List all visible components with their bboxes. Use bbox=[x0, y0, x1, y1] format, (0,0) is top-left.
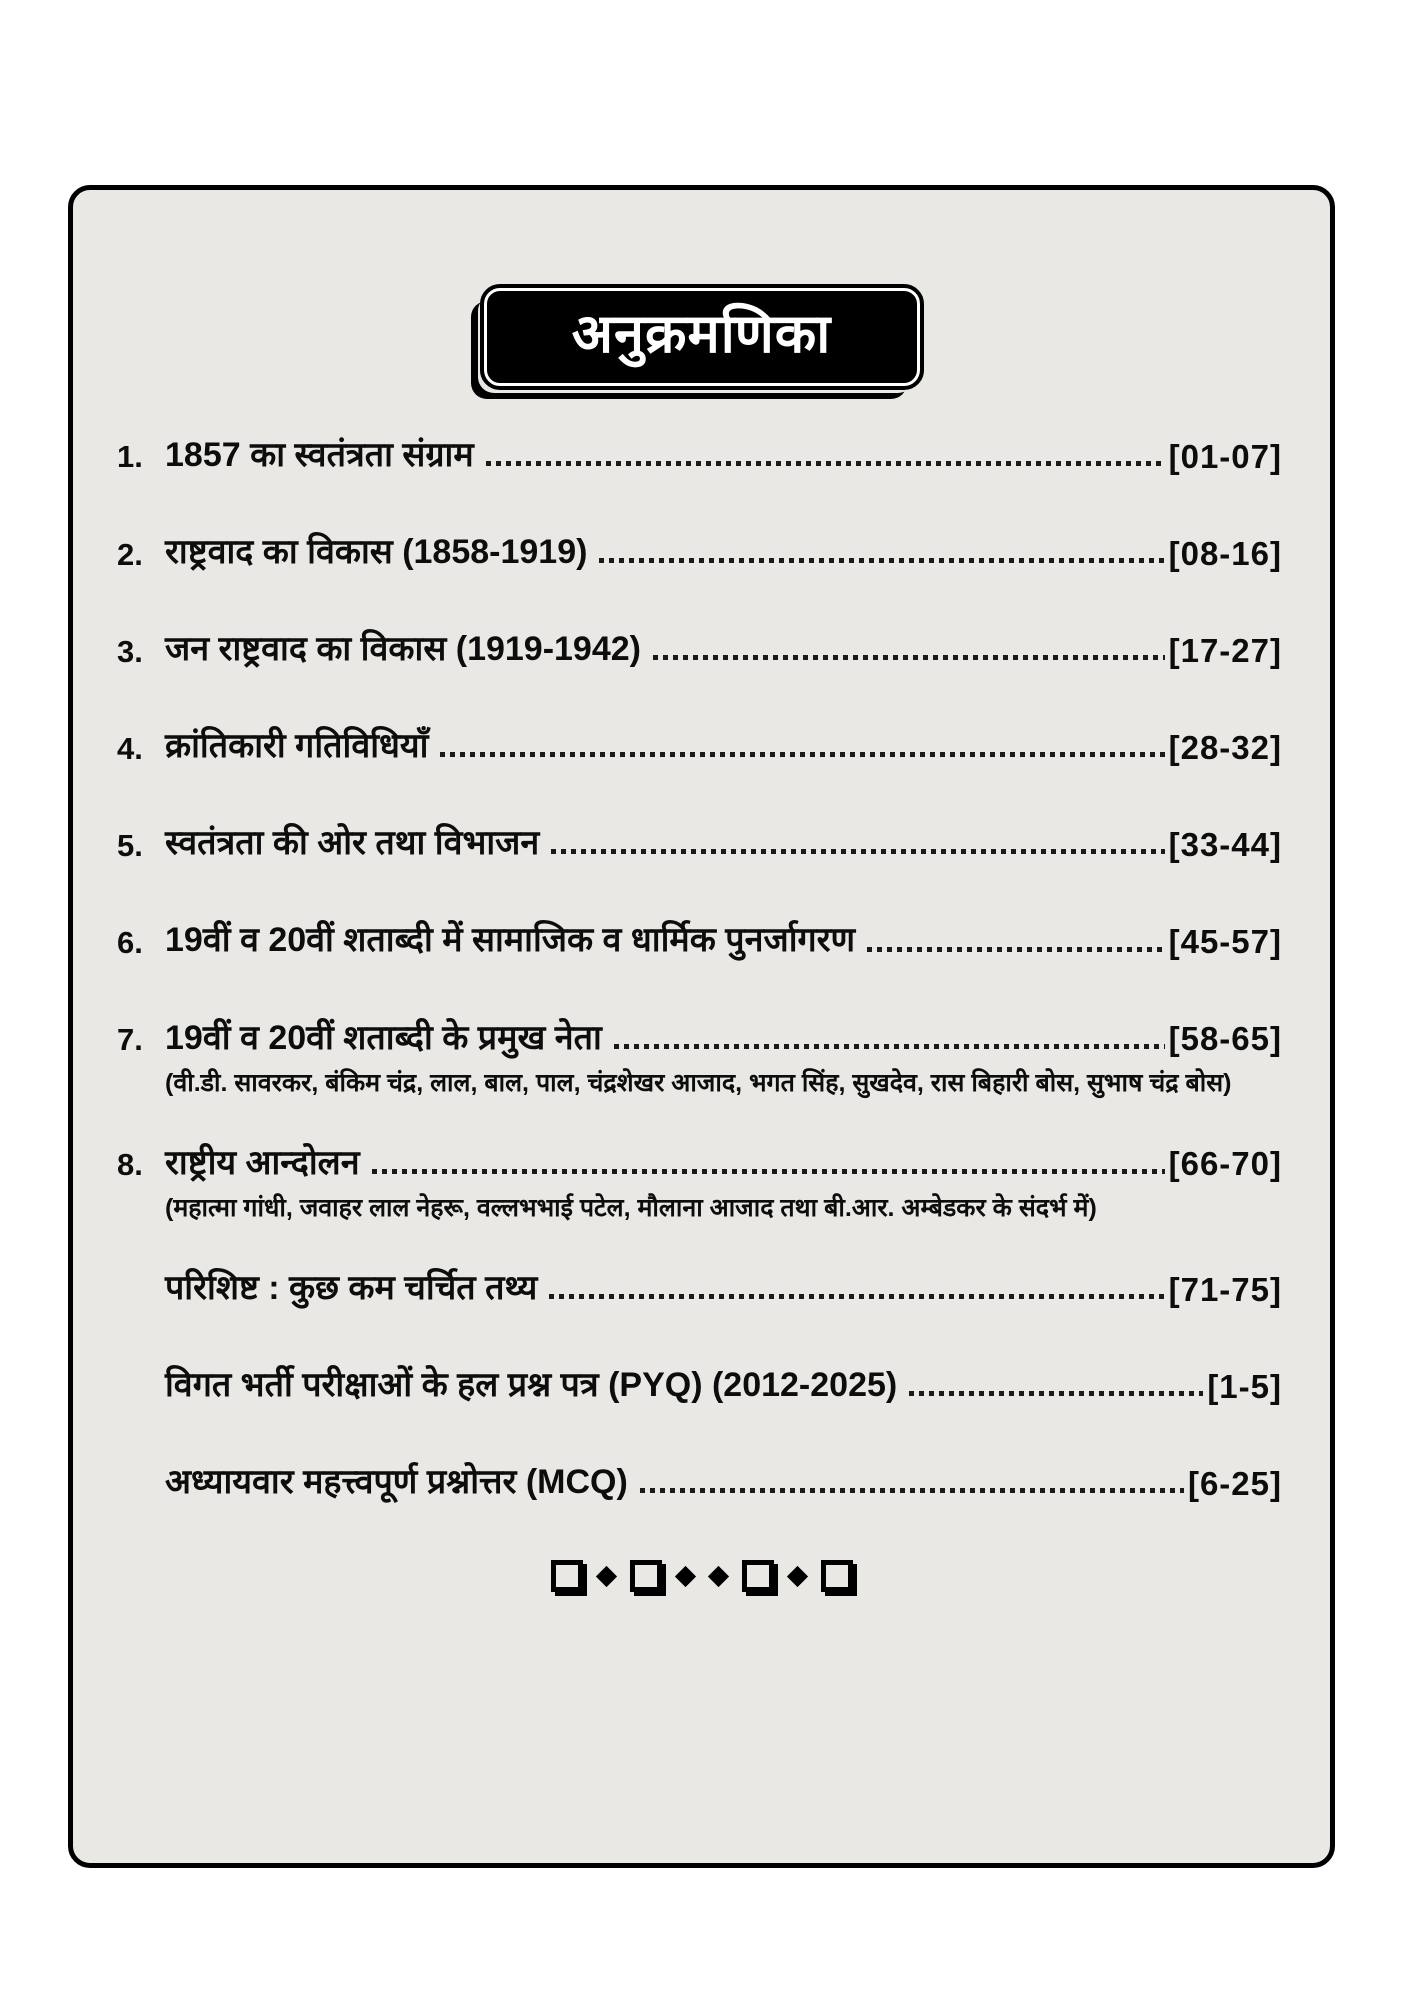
toc-item-title: परिशिष्ट : कुछ कम चर्चित तथ्य bbox=[165, 1268, 538, 1307]
dotted-leader bbox=[909, 1391, 1203, 1396]
toc-item-number: 2. bbox=[117, 536, 143, 572]
toc-item-pages: [28-32] bbox=[1168, 729, 1282, 767]
toc-item-number: 3. bbox=[117, 633, 143, 669]
toc-item-pages: [66-70] bbox=[1168, 1145, 1282, 1183]
dotted-leader bbox=[867, 947, 1164, 952]
toc-item-pages: [45-57] bbox=[1168, 923, 1282, 961]
dotted-leader bbox=[599, 558, 1164, 563]
toc-item-title: विगत भर्ती परीक्षाओं के हल प्रश्न पत्र (PYQ) (2012-2025) bbox=[165, 1365, 898, 1404]
dotted-leader bbox=[486, 461, 1165, 466]
toc-item-title: अध्यायवार महत्त्वपूर्ण प्रश्नोत्तर (MCQ) bbox=[165, 1462, 628, 1501]
dotted-leader bbox=[372, 1169, 1165, 1174]
dotted-leader bbox=[640, 1488, 1184, 1493]
toc-item-title: राष्ट्रवाद का विकास (1858-1919) bbox=[165, 533, 588, 572]
toc-item-pages: [08-16] bbox=[1168, 534, 1282, 572]
diamond-icon bbox=[707, 1565, 728, 1586]
footer-ornament bbox=[73, 1560, 1330, 1592]
toc-item-number: 5. bbox=[117, 827, 143, 863]
toc-row bbox=[117, 533, 1282, 572]
toc-item-pages: [17-27] bbox=[1168, 631, 1282, 669]
square-icon bbox=[551, 1560, 583, 1592]
toc-item-pages: [1-5] bbox=[1207, 1367, 1282, 1405]
square-icon bbox=[630, 1560, 662, 1592]
square-icon bbox=[821, 1560, 853, 1592]
dotted-leader bbox=[614, 1044, 1165, 1049]
dotted-leader bbox=[653, 655, 1165, 660]
table-of-contents bbox=[73, 436, 1330, 1502]
toc-item-note: (वी.डी. सावरकर, बंकिम चंद्र, लाल, बाल, पाल, चंद्रशेखर आजाद, भगत सिंह, सुखदेव, रास बिहारी बोस, सुभाष चंद्र बोस) bbox=[165, 1068, 1232, 1097]
page-title: अनुक्रमणिका bbox=[571, 304, 832, 364]
square-icon bbox=[742, 1560, 774, 1592]
toc-row bbox=[117, 727, 1282, 766]
toc-item-title: राष्ट्रीय आन्दोलन bbox=[165, 1143, 360, 1182]
toc-item-number: 4. bbox=[117, 730, 143, 766]
toc-item-pages: [33-44] bbox=[1168, 826, 1282, 864]
toc-row bbox=[117, 1463, 1282, 1502]
toc-item-note: (महात्मा गांधी, जवाहर लाल नेहरू, वल्लभभाई पटेल, मौलाना आजाद तथा बी.आर. अम्बेडकर के संदर्भ में) bbox=[165, 1193, 1097, 1222]
toc-item-number: 8. bbox=[117, 1147, 143, 1183]
toc-item-title: 19वीं व 20वीं शताब्दी में सामाजिक व धार्मिक पुनर्जागरण bbox=[165, 921, 856, 960]
toc-item-title: 19वीं व 20वीं शताब्दी के प्रमुख नेता bbox=[165, 1018, 602, 1057]
diamond-icon bbox=[674, 1565, 695, 1586]
toc-row bbox=[117, 1144, 1282, 1183]
content-panel bbox=[68, 185, 1335, 1868]
toc-row bbox=[117, 630, 1282, 669]
toc-item-title: स्वतंत्रता की ओर तथा विभाजन bbox=[165, 824, 540, 863]
toc-item-number: 1. bbox=[117, 439, 143, 475]
diamond-icon bbox=[786, 1565, 807, 1586]
toc-item-title: जन राष्ट्रवाद का विकास (1919-1942) bbox=[165, 630, 641, 669]
dotted-leader bbox=[440, 752, 1164, 757]
dotted-leader bbox=[549, 1294, 1164, 1299]
toc-item-pages: [01-07] bbox=[1168, 437, 1282, 475]
dotted-leader bbox=[551, 849, 1164, 854]
diamond-icon bbox=[595, 1565, 616, 1586]
toc-row bbox=[117, 1366, 1282, 1405]
toc-row bbox=[117, 1269, 1282, 1308]
page-title-box bbox=[484, 288, 920, 386]
toc-item-pages: [6-25] bbox=[1187, 1464, 1282, 1502]
toc-row bbox=[117, 824, 1282, 863]
toc-item-pages: [58-65] bbox=[1168, 1020, 1282, 1058]
toc-row bbox=[117, 436, 1282, 475]
toc-item-number: 6. bbox=[117, 924, 143, 960]
toc-item-title: क्रांतिकारी गतिविधियाँ bbox=[165, 727, 429, 766]
toc-item-pages: [71-75] bbox=[1168, 1270, 1282, 1308]
toc-item-title: 1857 का स्वतंत्रता संग्राम bbox=[165, 436, 474, 474]
toc-row bbox=[117, 1019, 1282, 1058]
toc-row bbox=[117, 921, 1282, 960]
toc-item-number: 7. bbox=[117, 1022, 143, 1058]
